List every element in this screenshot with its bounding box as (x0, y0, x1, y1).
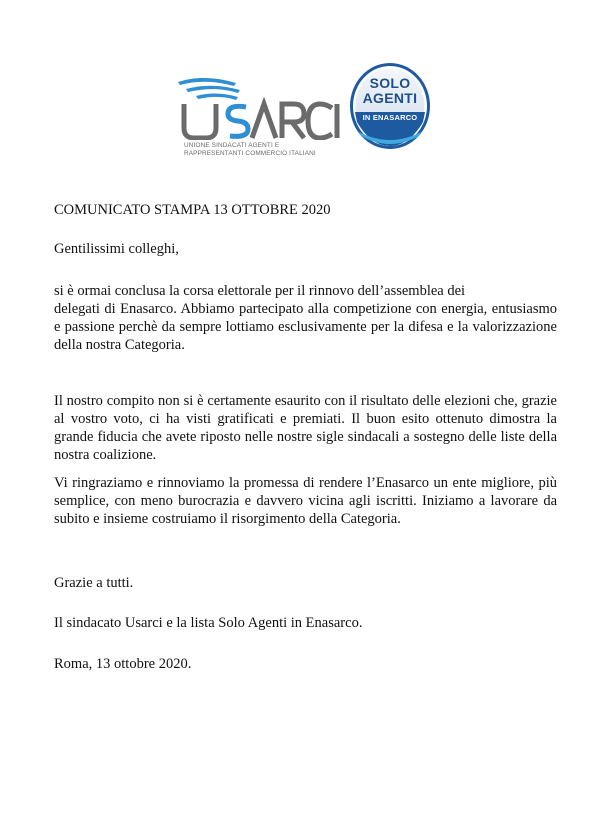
place-date-line: Roma, 13 ottobre 2020. (54, 656, 192, 672)
usarci-subtitle-line-1: UNIONE SINDACATI AGENTI E (184, 142, 280, 149)
paragraph-1-rest: delegati di Enasarco. Abbiamo partecipato alla competizione con energia, entusiasmo e passione perchè da sempre lottiamo esclusivamente per la difesa e la valorizzazione della nostra Categoria. (54, 301, 557, 353)
thanks-line: Grazie a tutti. (54, 575, 134, 591)
paragraph-2: Il nostro compito non si è certamente esaurito con il risultato delle elezioni che, grazie al vostro voto, ci ha visti gratificati e premiati. Il buon esito ottenuto dimostra la grande fiducia che avete riposto nelle nostre sigle sindacali a sostegno delle liste della nostra coalizione. (54, 393, 557, 463)
usarci-subtitle-line-2: RAPPRESENTANTI COMMERCIO ITALIANI (184, 150, 316, 157)
usarci-wordmark (176, 74, 340, 140)
signature-line: Il sindacato Usarci e la lista Solo Agenti in Enasarco. (54, 615, 363, 631)
solo-agenti-badge (349, 62, 431, 154)
salutation: Gentilissimi colleghi, (54, 241, 179, 257)
usarci-logo (176, 74, 340, 157)
badge-text-solo: SOLO (369, 75, 411, 91)
badge-text-agenti: AGENTI (362, 90, 418, 106)
paragraph-1 (54, 282, 557, 354)
usarci-subtitle (184, 142, 354, 158)
letterhead (170, 62, 450, 162)
badge-text-in-enasarco: IN ENASARCO (362, 113, 418, 122)
paragraph-3: Vi ringraziamo e rinnoviamo la promessa di rendere l’Enasarco un ente migliore, più semplice, con meno burocrazia e davvero vicina agli iscritti. Iniziamo a lavorare da subito e insieme costruiamo il risorgimento della Categoria. (54, 475, 557, 527)
paragraph-1-line-1: si è ormai conclusa la corsa elettorale per il rinnovo dell’assemblea dei (54, 283, 466, 299)
press-release-heading: COMUNICATO STAMPA 13 OTTOBRE 2020 (54, 202, 331, 218)
